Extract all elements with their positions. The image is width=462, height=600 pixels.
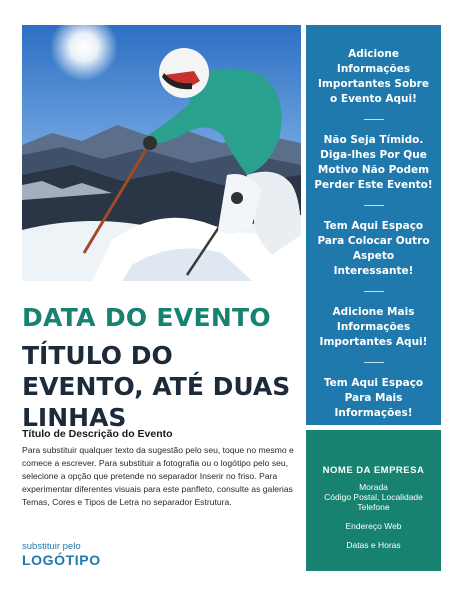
- company-address: Morada: [359, 482, 388, 492]
- description-title: Título de Descrição do Evento: [22, 428, 173, 440]
- event-title: TÍTULO DO EVENTO, ATÉ DUAS LINHAS: [22, 341, 291, 432]
- company-name: NOME DA EMPRESA: [322, 465, 425, 476]
- divider: [364, 291, 384, 292]
- highlight-5: Tem Aqui Espaço Para Mais Informações!: [323, 377, 424, 419]
- highlight-4: Adicione Mais Informações Importantes Aqui!: [319, 306, 428, 348]
- skier-photo: [22, 25, 301, 281]
- skier-illustration: [22, 25, 301, 281]
- logo-caption: substituir pelo: [22, 541, 81, 552]
- event-date: DATA DO EVENTO: [22, 303, 271, 332]
- highlight-3: Tem Aqui Espaço Para Colocar Outro Aspeto Interessante!: [317, 220, 430, 277]
- company-phone: Telefone: [357, 502, 390, 512]
- logo-placeholder: LOGÓTIPO: [22, 552, 101, 568]
- divider: [364, 362, 384, 363]
- highlights-sidebar: [306, 25, 441, 425]
- description-body: Para substituir qualquer texto da sugestão pelo seu, toque no mesmo e comece a escrever. Para substituir a fotografia ou o logótipo pelo seu, selecione a opção que pretende no separador Inserir no friso. Para experimentar diferentes visuais para este panfleto, consulte as galerias Temas, Cores e Tipos de Letra no separador Estrutura.: [22, 445, 294, 507]
- company-postal: Código Postal, Localidade: [324, 492, 423, 502]
- divider: [364, 205, 384, 206]
- company-info-box: [306, 430, 441, 571]
- highlight-2: Não Seja Tímido. Diga-lhes Por Que Motivo Não Podem Perder Este Evento!: [314, 134, 433, 191]
- company-web: Endereço Web: [345, 521, 402, 531]
- company-dates: Datas e Horas: [346, 540, 401, 550]
- highlight-1: Adicione Informações Importantes Sobre o Evento Aqui!: [318, 48, 429, 105]
- divider: [364, 119, 384, 120]
